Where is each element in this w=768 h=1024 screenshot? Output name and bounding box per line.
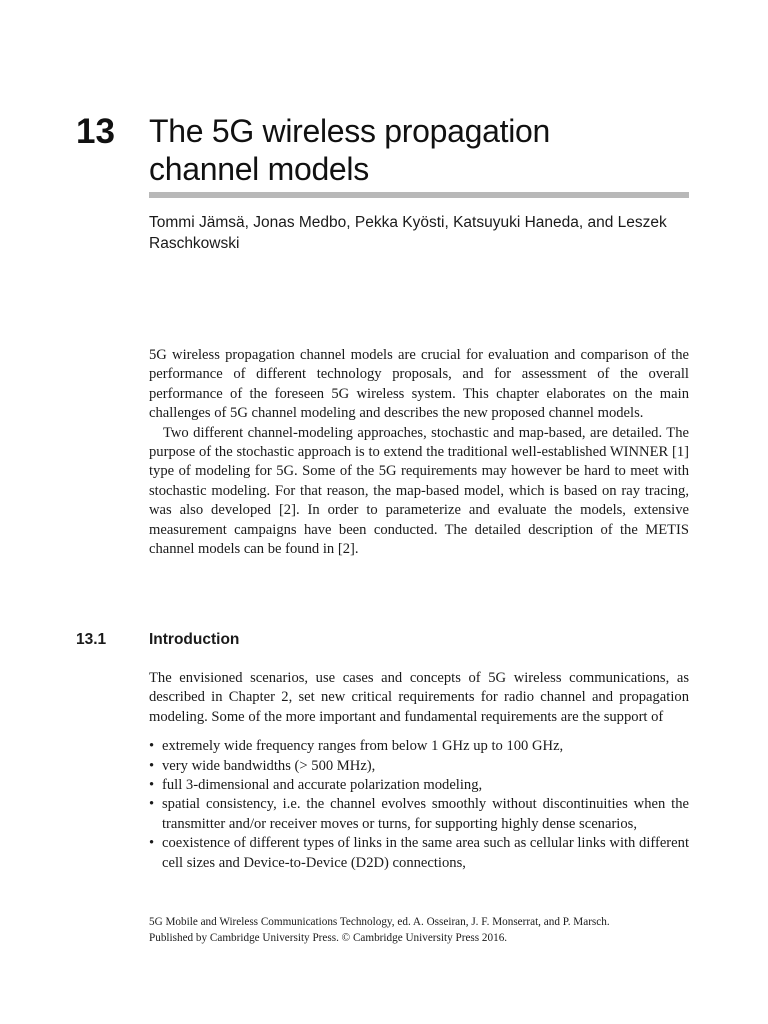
list-item-text: coexistence of different types of links in the same area such as cellular links with different cell sizes and Device-to-Device (D2D) connections, [162,835,689,871]
bullet-icon: • [149,738,155,755]
bullet-icon: • [149,796,155,813]
abstract-paragraph: 5G wireless propagation channel models are crucial for evaluation and comparison of the performance of different technology proposals, and for assessment of the overall performance of the foreseen 5G wireless system. This chapter elaborates on the main challenges of 5G channel modeling and describes the new proposed channel models. [149,347,689,422]
abstract-paragraph: Two different channel-modeling approaches, stochastic and map-based, are detailed. The purpose of the stochastic approach is to extend the traditional well-established WINNER [1] type of modeling for 5G. Some of the 5G requirements may however be hard to meet with stochastic modeling. For that reason, the map-based model, which is based on ray tracing, was also developed [2]. In order to parameterize and evaluate the models, extensive measurement campaigns have been conducted. The detailed description of the METIS channel models can be found in [2]. [149,424,689,558]
bullet-icon: • [149,777,155,794]
title-divider [149,192,689,198]
list-item [149,795,689,834]
requirements-list [149,737,689,873]
footnote-line: 5G Mobile and Wireless Communications Technology, ed. A. Osseiran, J. F. Monserrat, and P. Marsch. [149,916,610,928]
section-intro-paragraph: The envisioned scenarios, use cases and concepts of 5G wireless communications, as described in Chapter 2, set new critical requirements for radio channel and propagation modeling. Some of the more important and fundamental requirements are the support of [149,670,689,725]
section-body [149,669,689,873]
section-number: 13.1 [76,631,107,648]
footnote-line: Published by Cambridge University Press. © Cambridge University Press 2016. [149,931,508,944]
section-title: Introduction [149,631,240,648]
list-item [149,737,689,756]
chapter-title: The 5G wireless propagation channel models [149,113,551,187]
list-item-text: extremely wide frequency ranges from below 1 GHz up to 100 GHz, [162,738,564,755]
chapter-authors: Tommi Jämsä, Jonas Medbo, Pekka Kyösti, Katsuyuki Haneda, and Leszek Raschkowski [149,214,667,252]
publication-footnote [149,915,694,946]
list-item-text: full 3-dimensional and accurate polarization modeling, [162,777,483,794]
bullet-icon: • [149,757,155,774]
chapter-abstract [149,346,689,559]
list-item-text: very wide bandwidths (> 500 MHz), [162,757,376,774]
chapter-number: 13 [76,112,115,151]
list-item [149,834,689,873]
list-item [149,757,689,776]
list-item-text: spatial consistency, i.e. the channel evolves smoothly without discontinuities when the transmitter and/or receiver moves or turns, for supporting highly dense scenarios, [162,796,689,832]
bullet-icon: • [149,835,155,852]
list-item [149,776,689,795]
